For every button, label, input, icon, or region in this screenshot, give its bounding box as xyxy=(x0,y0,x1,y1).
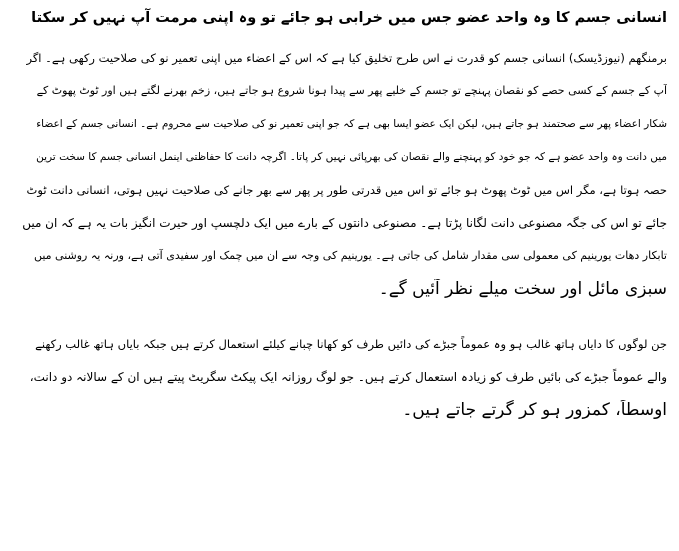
paragraph-spacer xyxy=(10,312,667,334)
article-paragraph-1 xyxy=(10,48,667,312)
paragraph-line: میں دانت وہ واحد عضو ہے کہ جو خود کو پہنچنے والے نقصان کی بھرپائی نہیں کر پاتا۔ اگرچہ دانت کا حفاظتی اینمل انسانی جسم کا سخت ترین xyxy=(36,151,667,163)
paragraph-line: حصہ ہوتا ہے، مگر اس میں ٹوٹ پھوٹ ہو جائے تو اس میں قدرتی طور پر پھر سے بھر جانے کی صلاحیت نہیں ہوتی، انسانی دانت ٹوٹ xyxy=(26,183,667,197)
paragraph-line: جن لوگوں کا دایاں ہاتھ غالب ہو وہ عموماً جبڑے کی دائیں طرف کو کھانا چبانے کیلئے استعمال کرتے ہیں جبکہ بایاں ہاتھ غالب رکھنے xyxy=(35,337,667,351)
article-headline: انسانی جسم کا وہ واحد عضو جس میں خرابی ہو جائے تو وہ اپنی مرمت آپ نہیں کر سکتا xyxy=(31,10,667,26)
paragraph-line: والے عموماً جبڑے کی بائیں طرف کو زیادہ استعمال کرتے ہیں۔ جو لوگ روزانہ ایک پیکٹ سگریٹ پیتے ہیں ان کے سالانہ دو دانت، xyxy=(29,370,667,384)
paragraph-line: شکار اعضاء پھر سے صحتمند ہو جاتے ہیں، لیکن ایک عضو ایسا بھی ہے کہ جو اپنی تعمیر نو کی صلاحیت سے محروم ہے۔ انسانی جسم کے اعضاء xyxy=(36,118,667,130)
paragraph-line: برمنگھم (نیوزڈیسک) انسانی جسم کو قدرت نے اس طرح تخلیق کیا ہے کہ اس کے اعضاء میں اپنی تعمیر نو کی صلاحیت رکھی ہے۔ اگر xyxy=(26,51,667,65)
paragraph-line: جائے تو اس کی جگہ مصنوعی دانت لگانا پڑتا ہے۔ مصنوعی دانتوں کے بارے میں ایک دلچسپ اور حیرت انگیز بات یہ ہے کہ ان میں xyxy=(22,216,667,230)
paragraph-line: سبزی مائل اور سخت میلے نظر آئیں گے۔ xyxy=(378,279,667,299)
article-paragraph-2 xyxy=(10,334,667,433)
paragraph-line: تابکار دھات یورینیم کی معمولی سی مقدار شامل کی جاتی ہے۔ یورینیم کی وجہ سے ان میں چمک اور سفیدی آتی ہے، ورنہ یہ روشنی میں xyxy=(33,249,667,262)
paragraph-line: آپ کے جسم کے کسی حصے کو نقصان پہنچے تو جسم کے خلیے پھر سے پیدا ہونا شروع ہو جاتے ہیں، زخم بھرنے لگتے ہیں اور ٹوٹ پھوٹ کے xyxy=(36,84,667,97)
paragraph-line: اوسطاً، کمزور ہو کر گرتے جاتے ہیں۔ xyxy=(402,400,667,420)
